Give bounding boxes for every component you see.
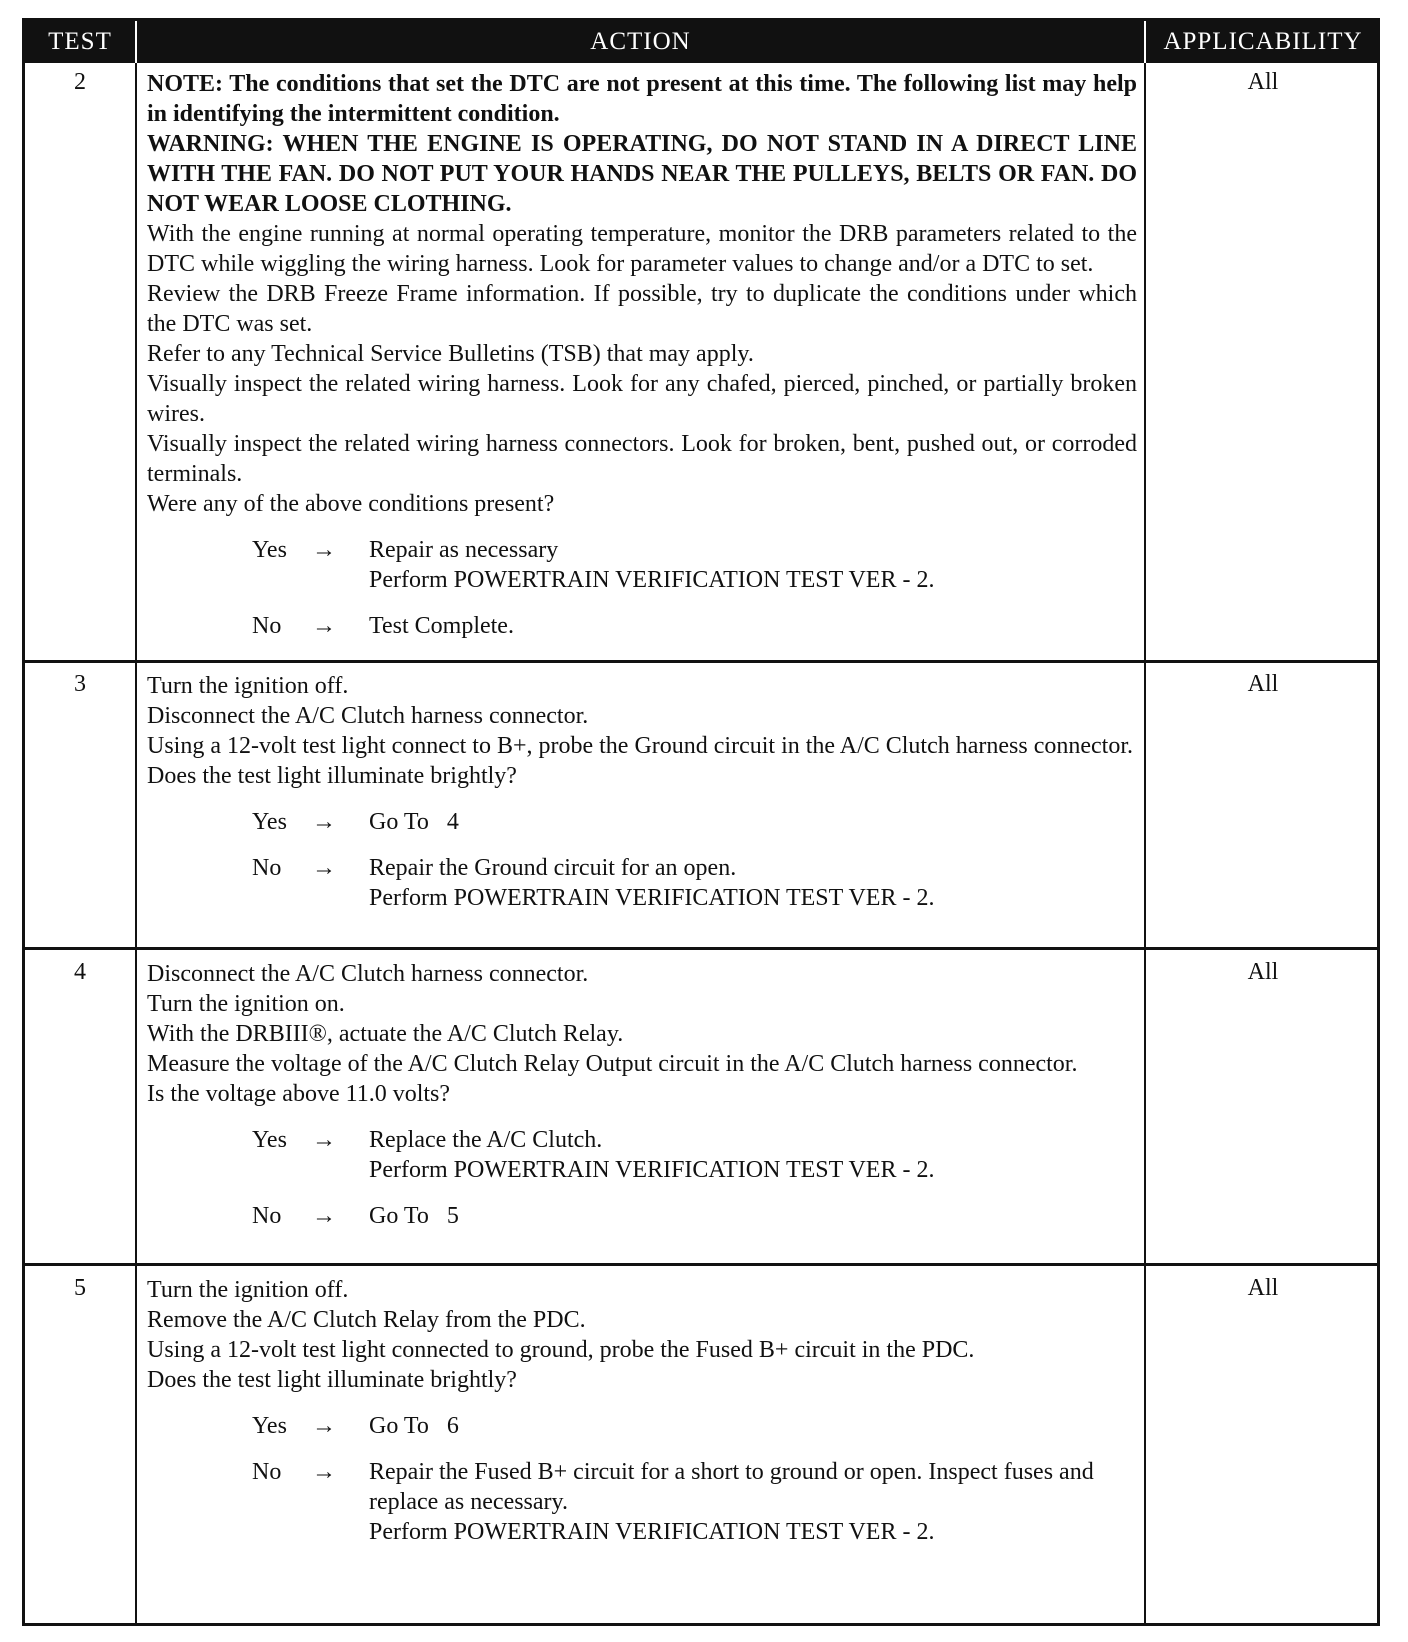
instruction-line: Turn the ignition on. [147, 991, 345, 1017]
result-line: Test Complete. [369, 613, 514, 639]
instruction-line: Visually inspect the related wiring harness connectors. Look for broken, bent, pushed out, or corroded terminals. [147, 431, 1137, 487]
column-header-action: ACTION [137, 21, 1144, 63]
result-text [369, 1201, 1137, 1231]
result-line: Go To 4 [369, 809, 459, 835]
test-number: 5 [74, 1275, 86, 1301]
instruction-line: Visually inspect the related wiring harness. Look for any chafed, pierced, pinched, or partially broken wires. [147, 371, 1137, 427]
arrow-icon: → [312, 613, 336, 639]
instruction-line: Turn the ignition off. [147, 673, 349, 699]
answer-label: Yes [252, 1413, 287, 1439]
instruction-line: Remove the A/C Clutch Relay from the PDC. [147, 1307, 586, 1333]
instruction-line: Disconnect the A/C Clutch harness connector. [147, 703, 589, 729]
diagnostic-test-table [22, 18, 1380, 1626]
answer-label: No [252, 613, 282, 639]
result-no [147, 1201, 1137, 1231]
arrow-icon: → [312, 855, 336, 881]
instruction-line: Using a 12-volt test light connect to B+, probe the Ground circuit in the A/C Clutch harness connector. [147, 733, 1134, 759]
column-header-applicability: APPLICABILITY [1146, 21, 1380, 63]
arrow-icon: → [312, 1127, 336, 1153]
result-yes [147, 1125, 1137, 1185]
result-text [369, 1125, 1137, 1185]
row-divider [25, 1263, 1377, 1266]
action-cell [147, 959, 1137, 1231]
result-text [369, 853, 1137, 913]
result-line: Repair as necessary [369, 537, 559, 563]
action-cell [147, 671, 1137, 913]
result-line: Repair the Ground circuit for an open. [369, 855, 737, 881]
instruction-line: With the engine running at normal operating temperature, monitor the DRB parameters related to the DTC while wiggling the wiring harness. Look for parameter values to change and/or a DTC to set. [147, 221, 1137, 277]
warning-text: WARNING: WHEN THE ENGINE IS OPERATING, DO NOT STAND IN A DIRECT LINE WITH THE FAN. DO NOT PUT YOUR HANDS NEAR THE PULLEYS, BELTS OR FAN. DO NOT WEAR LOOSE CLOTHING. [147, 131, 1137, 217]
applicability-cell: All [1247, 1275, 1279, 1301]
result-line: Replace the A/C Clutch. [369, 1127, 603, 1153]
column-divider [135, 63, 137, 1623]
instruction-line: Turn the ignition off. [147, 1277, 349, 1303]
result-no [147, 853, 1137, 913]
result-line: Perform POWERTRAIN VERIFICATION TEST VER - 2. [369, 885, 935, 911]
result-line: Repair the Fused B+ circuit for a short to ground or open. Inspect fuses and replace as necessary. [369, 1459, 1094, 1515]
result-no [147, 611, 1137, 641]
test-number: 3 [74, 671, 86, 697]
result-line: Perform POWERTRAIN VERIFICATION TEST VER - 2. [369, 1519, 935, 1545]
arrow-icon: → [312, 809, 336, 835]
column-divider [1144, 63, 1146, 1623]
result-text [369, 1411, 1137, 1441]
question-line: Is the voltage above 11.0 volts? [147, 1081, 451, 1107]
question-line: Does the test light illuminate brightly? [147, 763, 517, 789]
result-no [147, 1457, 1137, 1547]
note-text: NOTE: The conditions that set the DTC are not present at this time. The following list may help in identifying the intermittent condition. [147, 71, 1137, 127]
answer-label: Yes [252, 1127, 287, 1153]
question-line: Were any of the above conditions present? [147, 491, 555, 517]
result-line: Perform POWERTRAIN VERIFICATION TEST VER - 2. [369, 567, 935, 593]
test-number: 2 [74, 69, 86, 95]
arrow-icon: → [312, 1203, 336, 1229]
result-text [369, 1457, 1137, 1547]
result-text [369, 611, 1137, 641]
arrow-icon: → [312, 537, 336, 563]
instruction-line: Disconnect the A/C Clutch harness connector. [147, 961, 589, 987]
instruction-line: Measure the voltage of the A/C Clutch Relay Output circuit in the A/C Clutch harness connector. [147, 1051, 1078, 1077]
applicability-cell: All [1247, 69, 1279, 95]
result-line: Go To 5 [369, 1203, 459, 1229]
test-number: 4 [74, 959, 86, 985]
result-yes [147, 535, 1137, 595]
instruction-line: Using a 12-volt test light connected to ground, probe the Fused B+ circuit in the PDC. [147, 1337, 975, 1363]
answer-label: Yes [252, 537, 287, 563]
action-cell [147, 1275, 1137, 1547]
instruction-line: Refer to any Technical Service Bulletins (TSB) that may apply. [147, 341, 754, 367]
result-line: Perform POWERTRAIN VERIFICATION TEST VER - 2. [369, 1157, 935, 1183]
row-divider [25, 947, 1377, 950]
arrow-icon: → [312, 1459, 336, 1485]
result-yes [147, 807, 1137, 837]
result-text [369, 535, 1137, 595]
row-divider [25, 660, 1377, 663]
result-yes [147, 1411, 1137, 1441]
instruction-line: Review the DRB Freeze Frame information. If possible, try to duplicate the conditions under which the DTC was set. [147, 281, 1137, 337]
applicability-cell: All [1247, 671, 1279, 697]
question-line: Does the test light illuminate brightly? [147, 1367, 517, 1393]
result-line: Go To 6 [369, 1413, 459, 1439]
answer-label: No [252, 855, 282, 881]
answer-label: No [252, 1203, 282, 1229]
instruction-line: With the DRBIII®, actuate the A/C Clutch Relay. [147, 1021, 624, 1047]
arrow-icon: → [312, 1413, 336, 1439]
action-cell [147, 69, 1137, 641]
result-text [369, 807, 1137, 837]
column-header-test: TEST [25, 21, 135, 63]
applicability-cell: All [1247, 959, 1279, 985]
answer-label: Yes [252, 809, 287, 835]
answer-label: No [252, 1459, 282, 1485]
